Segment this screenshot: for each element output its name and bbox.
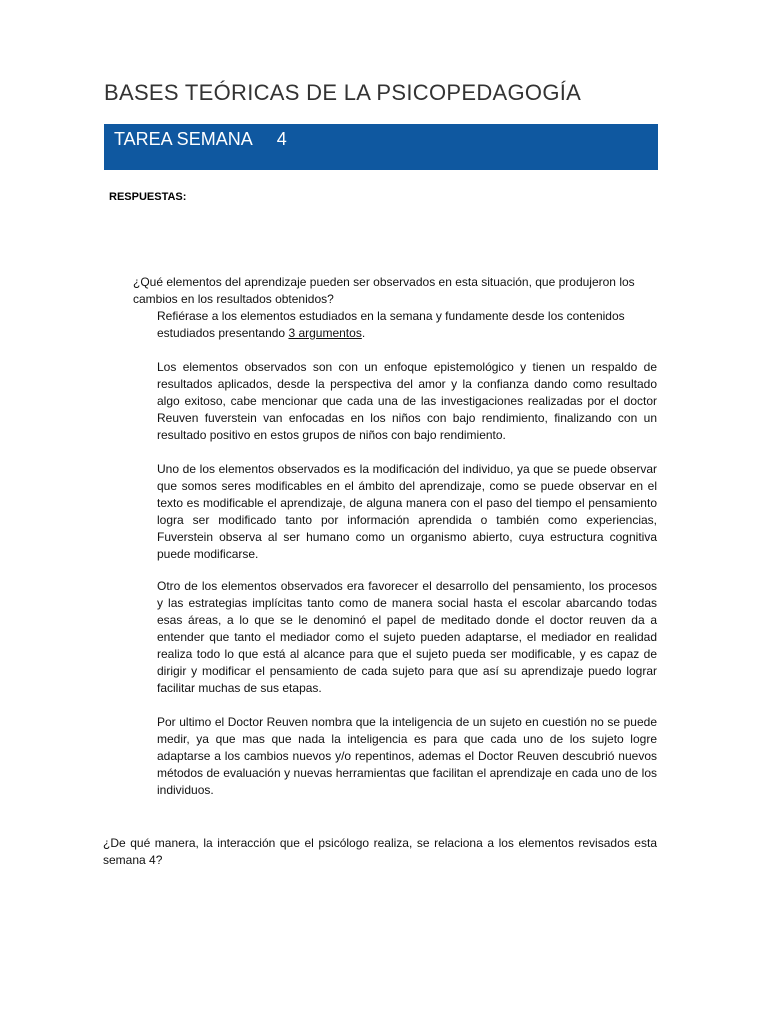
- question-1: ¿Qué elementos del aprendizaje pueden ser observados en esta situación, que produjeron los cambios en los resultados obtenidos?: [133, 275, 635, 306]
- instruction-text-after: .: [361, 326, 366, 340]
- banner-title: TAREA SEMANA 4: [114, 129, 287, 149]
- section-label: RESPUESTAS:: [109, 191, 187, 203]
- question-2: ¿De qué manera, la interacción que el psicólogo realiza, se relaciona a los elementos revisados esta semana 4?: [103, 836, 657, 867]
- answer-paragraph: Por ultimo el Doctor Reuven nombra que la inteligencia de un sujeto en cuestión no se puede medir, ya que mas que nada la inteligencia es para que cada uno de los sujeto logre adaptarse a los cambios nuevos y/o repentinos, ademas el Doctor Reuven descubrió nuevos métodos de evaluación y nuevas herramientas que facilitan el aprendizaje en cada uno de los individuos.: [157, 715, 657, 797]
- instruction-underlined: 3 argumentos: [288, 326, 362, 340]
- instruction-text-before: Refiérase a los elementos estudiados en la semana y fundamente desde los contenidos estudiados presentando: [157, 309, 625, 340]
- answer-paragraph: Los elementos observados son con un enfoque epistemológico y tienen un respaldo de resultados aplicados, desde la perspectiva del amor y la confianza dando como resultado algo exitoso, cabe mencionar que cada una de las investigaciones realizadas por el doctor Reuven fuverstein van enfocadas en los niños con bajo rendimiento, finalizando con un resultado positivo en estos grupos de niños con bajo rendimiento.: [157, 360, 657, 442]
- course-title: BASES TEÓRICAS DE LA PSICOPEDAGOGÍA: [104, 80, 582, 105]
- assignment-banner: [104, 124, 658, 170]
- instruction-text: [157, 308, 657, 342]
- answer-paragraph: Uno de los elementos observados es la modificación del individuo, ya que se puede observar que somos seres modificables en el ámbito del aprendizaje, como se puede observar en el texto es modificable el aprendizaje, de alguna manera con el paso del tiempo el pensamiento logra ser modificado tanto por información aprendida o también como experiencias, Fuverstein observa al ser humano como un organismo abierto, cuya estructura cognitiva puede modificarse.: [157, 462, 657, 561]
- answer-paragraph: Otro de los elementos observados era favorecer el desarrollo del pensamiento, los procesos y las estrategias implícitas tanto como de manera social hasta el escolar abarcando todas esas áreas, a lo que se le denominó el papel de meditado donde el doctor reuven da a entender que tanto el mediador como el sujeto pueden adaptarse, el mediador en realidad realiza todo lo que está al alcance para que el sujeto pueda ser modificable, y es capaz de dirigir y modificar el pensamiento de cada sujeto para que así su aprendizaje puedo lograr facilitar muchas de sus etapas.: [157, 579, 657, 695]
